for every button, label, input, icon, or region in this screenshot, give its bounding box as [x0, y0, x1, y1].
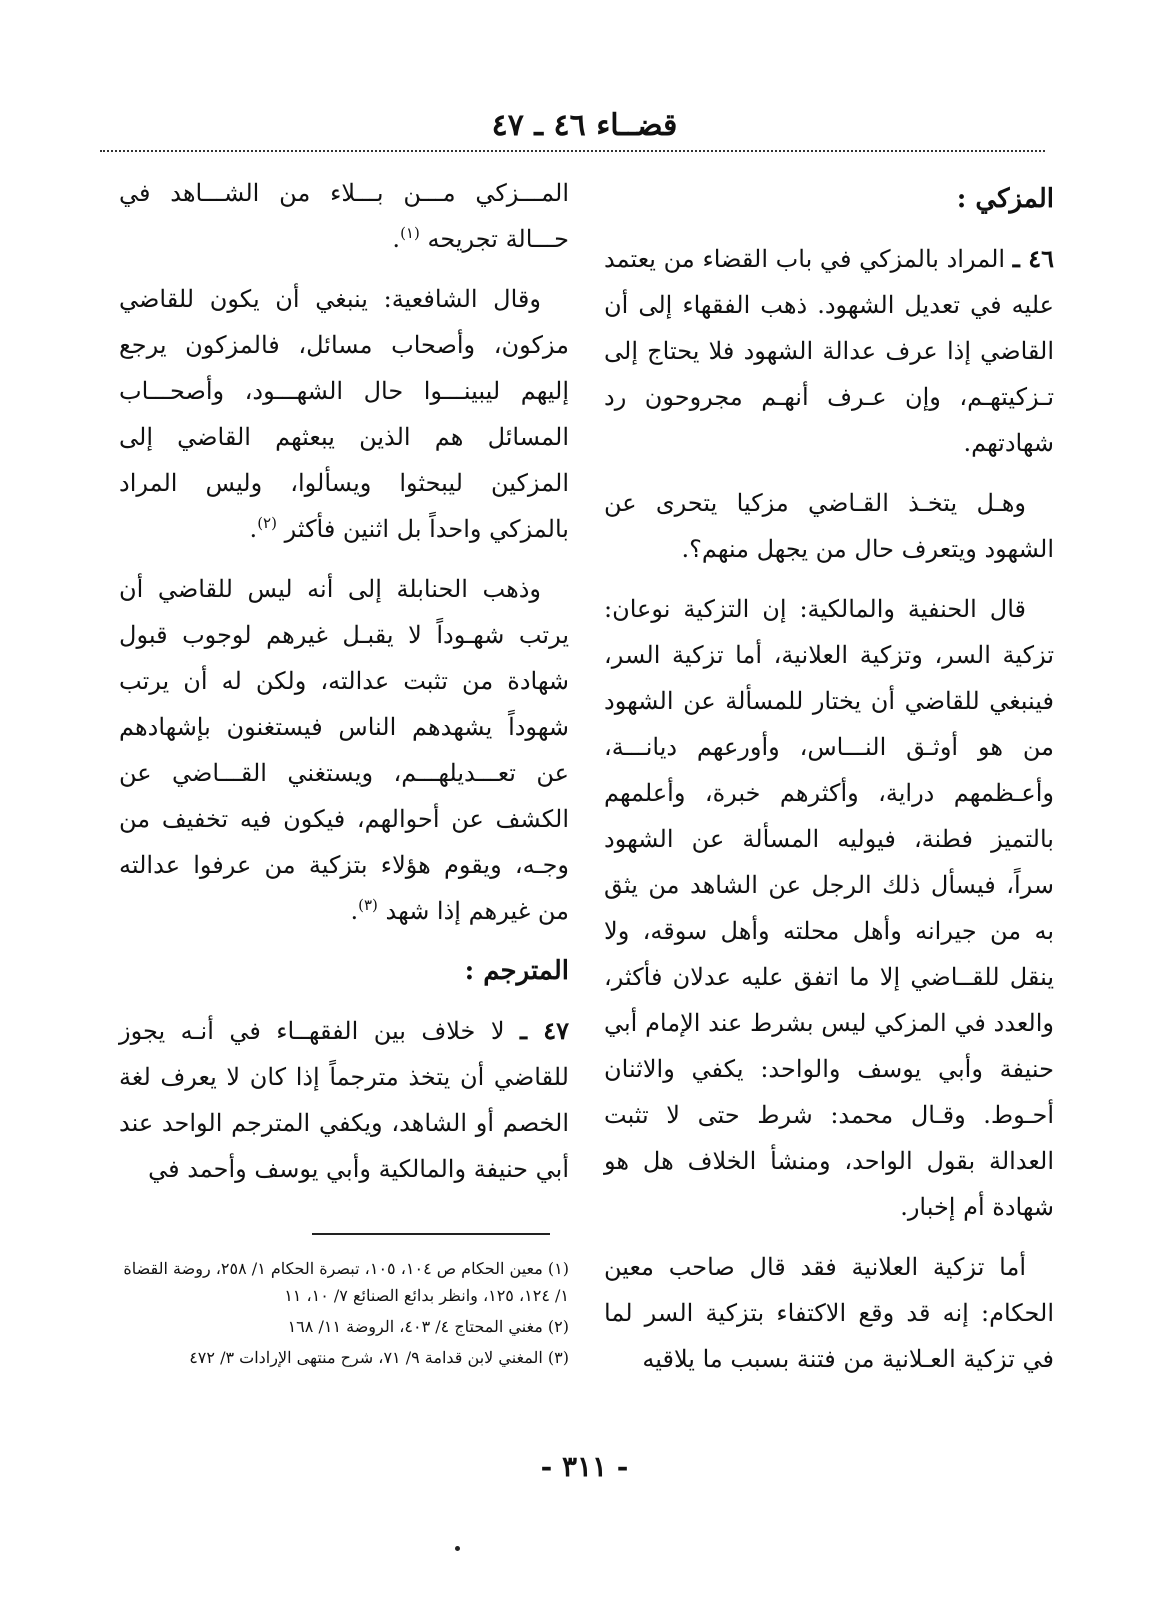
- paragraph-hanabila-text: وذهب الحنابلة إلى أنه ليس للقاضي أن يرتب شهـوداً لا يقبـل غيرهم لوجوب قبول شهادة من تثبت عدالته، ولكن له أن يرتب شهوداً يشهدهم الناس فيستغنون بإشهادهم عن تعـــديلهـــم، ويستغني القـــاضي عن الكشف عن أحوالهم، فيكون فيه تخفيف من وجـه، ويقوم هؤلاء بتزكية من عرفوا عدالته من غيرهم إذا شهد: [119, 575, 569, 925]
- section-heading-muzakki: المزكي :: [956, 184, 1054, 214]
- header-divider: [100, 150, 1045, 152]
- left-column: [119, 170, 569, 1206]
- footnotes: [119, 1255, 569, 1375]
- paragraph-shafii-text: وقال الشافعية: ينبغي أن يكون للقاضي مزكون، وأصحاب مسائل، فالمزكون يرجع إليهم ليبينـــوا حال الشهـــود، وأصحـــاب المسائل هم الذين يبعثهم القاضي إلى المزكين ليبحثوا ويسألوا، وليس المراد بالمزكي واحداً بل اثنين فأكثر: [119, 285, 569, 543]
- paragraph-continuation: المـــزكي مـــن بـــلاء من الشـــاهد في حـــالة تجريحه $^{(١)}$.: [119, 179, 569, 253]
- footnote-divider: [312, 1233, 550, 1235]
- paragraph-shafii: وقال الشافعية: ينبغي أن يكون للقاضي مزكون، وأصحاب مسائل، فالمزكون يرجع إليهم ليبينـــوا حال الشهـــود، وأصحـــاب المسائل هم الذين يبعثهم القاضي إلى المزكين ليبحثوا ويسألوا، وليس المراد بالمزكي واحداً بل اثنين فأكثر $^{(٢)}$.: [119, 285, 569, 543]
- running-header: قضــاء ٤٦ ـ ٤٧: [491, 108, 678, 143]
- footnote-ref-1: (١): [400, 224, 420, 242]
- paragraph-continuation-text: المـــزكي مـــن بـــلاء من الشـــاهد في حـــالة تجريحه: [119, 179, 569, 253]
- paragraph-47-text: لا خلاف بين الفقهــاء في أنـه يجوز للقاضي أن يتخذ مترجماً إذا كان لا يعرف لغة الخصم أو الشاهد، ويكفي المترجم الواحد عند أبي حنيفة والمالكية وأبي يوسف وأحمد في: [119, 1017, 569, 1183]
- paragraph-46: [604, 236, 1054, 466]
- paragraph-47: [119, 1008, 569, 1192]
- paragraph-number-46: ٤٦ ـ: [1012, 244, 1054, 273]
- paragraph-number-47: ٤٧ ـ: [520, 1016, 569, 1045]
- paragraph-hanabila: وذهب الحنابلة إلى أنه ليس للقاضي أن يرتب شهـوداً لا يقبـل غيرهم لوجوب قبول شهادة من تثبت عدالته، ولكن له أن يرتب شهوداً يشهدهم الناس فيستغنون بإشهادهم عن تعـــديلهـــم، ويستغني القـــاضي عن الكشف عن أحوالهم، فيكون فيه تخفيف من وجـه، ويقوم هؤلاء بتزكية من عرفوا عدالته من غيرهم إذا شهد $^{(٣)}$.: [119, 575, 569, 925]
- section-heading-translator: المترجم :: [464, 956, 569, 986]
- paragraph-alaniya: أما تزكية العلانية فقد قال صاحب معين الحكام: إنه قد وقع الاكتفاء بتزكية السر لما في تزكية العـلانية من فتنة بسبب ما يلاقيه: [604, 1253, 1054, 1373]
- paragraph-46-text: المراد بالمزكي في باب القضاء من يعتمد عليه في تعديل الشهود. ذهب الفقهاء إلى أن القاضي إذا عرف عدالة الشهود فلا يحتاج إلى تـزكيتهـم، وإن عـرف أنهـم مجروحون رد شهادتهم.: [604, 245, 1055, 457]
- page-number: - ٣١١ -: [540, 1450, 629, 1483]
- footnote-ref-2: (٢): [257, 514, 277, 532]
- scan-speck: [455, 1546, 460, 1551]
- paragraph-question: وهـل يتخـذ القـاضي مزكيا يتحرى عن الشهود ويتعرف حال من يجهل منهم؟.: [604, 489, 1054, 563]
- footnote-1: (١) معين الحكام ص ١٠٤، ١٠٥، تبصرة الحكام ١/ ٢٥٨، روضة القضاة ١/ ١٢٤، ١٢٥، وانظر بدائع الصنائع ٧/ ١٠، ١١: [123, 1259, 569, 1305]
- footnote-2: (٢) مغني المحتاج ٤/ ٤٠٣، الروضة ١١/ ١٦٨: [287, 1317, 569, 1336]
- footnote-ref-3: (٣): [358, 896, 378, 914]
- paragraph-hanafi: قال الحنفية والمالكية: إن التزكية نوعان: تزكية السر، وتزكية العلانية، أما تزكية السر، فينبغي للقاضي أن يختار للمسألة عن الشهود من هو أوثـق النـــاس، وأورعهم ديانـــة، وأعـظمهم دراية، وأكثرهم خبرة، وأعلمهم بالتميز فطنة، فيوليه المسألة عن الشهود سراً، فيسأل ذلك الرجل عن الشاهد من يثق به من جيرانه وأهل محلته وأهل سوقه، ولا ينقل للقــاضي إلا ما اتفق عليه عدلان فأكثر، والعدد في المزكي ليس بشرط عند الإمام أبي حنيفة وأبي يوسف والواحد: يكفي والاثنان أحـوط. وقـال محمد: شرط حتى لا تثبت العدالة بقول الواحد، ومنشأ الخلاف هل هو شهادة أم إخبار.: [604, 595, 1054, 1221]
- right-column: [604, 170, 1054, 1396]
- footnote-3: (٣) المغني لابن قدامة ٩/ ٧١، شرح منتهى الإرادات ٣/ ٤٧٢: [189, 1348, 569, 1367]
